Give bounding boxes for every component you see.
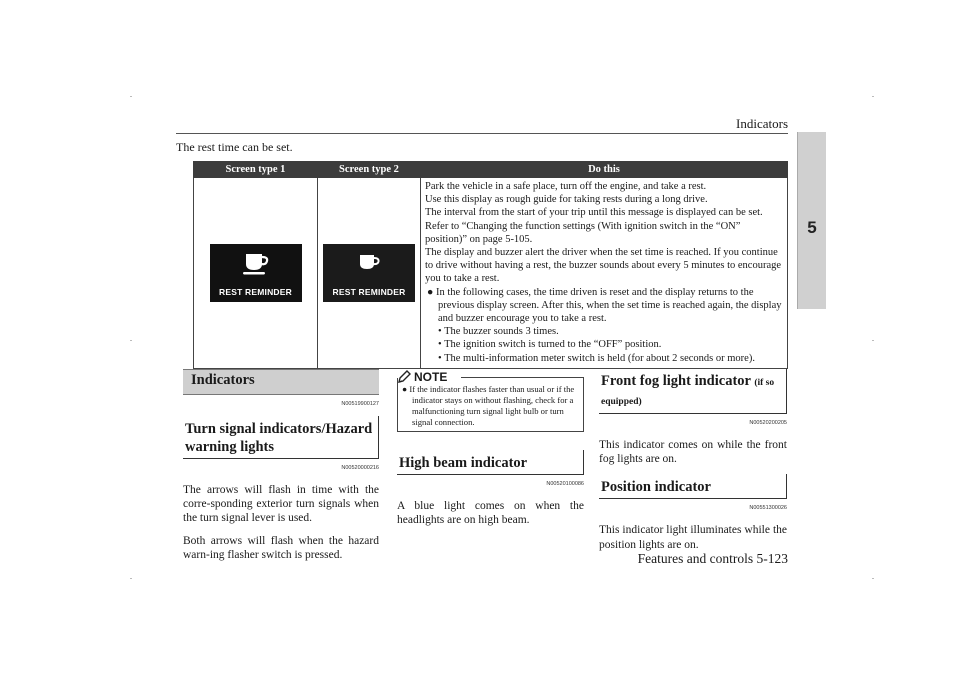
crop-mark [872,96,874,97]
instruction-line: Park the vehicle in a safe place, turn off the engine, and take a rest. [425,181,707,192]
high-beam-code: N00520100086 [546,481,584,487]
instruction-line: The display and buzzer alert the driver when the set time is reached. If you continue to drive without having a rest, the buzzer sounds about every 5 minutes to encourage you to take a rest. [425,247,782,285]
position-indicator-heading: Position indicator [599,474,787,499]
crop-mark [130,578,132,579]
intro-text: The rest time can be set. [176,140,293,154]
sub-item: • The multi-information meter switch is held (for about 2 seconds or more). [438,352,755,364]
crop-mark [872,578,874,579]
bullet-dot-icon: ● [402,384,410,394]
sub-item: • The ignition switch is turned to the “OFF” position. [438,339,662,351]
fog-light-heading-text: Front fog light indicator [601,373,751,389]
bullet-dot-icon: ● [427,286,436,298]
section-title: Indicators [183,369,379,395]
column-3 [599,369,787,560]
bullet-block [425,286,782,365]
screen1-cell [194,178,318,369]
instruction-line: The interval from the start of your trip until this message is displayed can be set. [425,207,763,219]
column-2 [397,369,584,535]
crop-mark [130,340,132,341]
bullet-item [427,286,782,326]
running-footer: Features and controls 5-123 [637,551,788,566]
subsection-title: Turn signal indicators/Hazard warning lights [183,416,379,459]
sub-item: • The buzzer sounds 3 times. [438,326,559,338]
instruction-line: Use this display as rough guide for taking rests during a long drive. [425,194,708,206]
table-header-do-this: Do this [421,162,788,178]
column-1 [183,369,379,570]
paragraph: A blue light comes on when the headlights are on high beam. [397,500,584,527]
paragraph: This indicator comes on while the front fog lights are on. [599,439,787,466]
bullet-text: In the following cases, the time driven is reset and the display returns to the previous display screen. After this, when the set time is reached again, the display and buzzer encourage you to take a rest. [435,286,782,325]
rest-reminder-table [193,161,788,369]
section-code: N00519900127 [341,401,379,407]
do-this-cell [421,178,788,369]
rest-reminder-screen-type1 [210,244,302,302]
paragraph: The arrows will flash in time with the corre-sponding exterior turn signals when the turn signal lever is used. [183,484,379,525]
chapter-number: 5 [807,218,817,237]
crop-mark [130,96,132,97]
note-item [402,384,579,428]
header-rule [176,133,788,134]
screen1-caption: REST REMINDER [219,286,292,297]
fog-light-code: N00520200205 [749,420,787,426]
running-header: Indicators [736,116,788,131]
paragraph: This indicator light illuminates while the position lights are on. [599,524,787,551]
note-text: If the indicator flashes faster than usual or if the indicator stays on without flashing, check for a malfunctioning turn signal light bulb or turn signal connection. [409,384,575,427]
fog-light-heading-suffix: (if so equipped) [601,378,775,407]
note-label: NOTE [414,370,448,384]
screen2-cell [318,178,421,369]
coffee-cup-icon [243,252,269,276]
screen2-caption: REST REMINDER [332,286,406,297]
high-beam-heading: High beam indicator [397,450,584,475]
rest-reminder-screen-type2 [323,244,415,302]
table-row [194,178,788,369]
position-indicator-code: N00551300026 [749,505,787,512]
crop-mark [872,340,874,341]
fog-light-heading [599,369,787,414]
instruction-line: Refer to “Changing the function settings (With ignition switch in the “ON” position)” on page 5-105. [425,220,741,245]
pencil-note-icon [397,370,411,384]
chapter-tab [797,132,826,309]
coffee-cup-icon [356,252,382,276]
table-header-row [194,162,788,178]
paragraph: Both arrows will flash when the hazard warn-ing flasher switch is pressed. [183,534,379,561]
note-box [397,378,584,432]
subsection-code: N00520000216 [341,465,379,471]
table-header-screen2: Screen type 2 [318,162,421,178]
table-header-screen1: Screen type 1 [194,162,318,178]
